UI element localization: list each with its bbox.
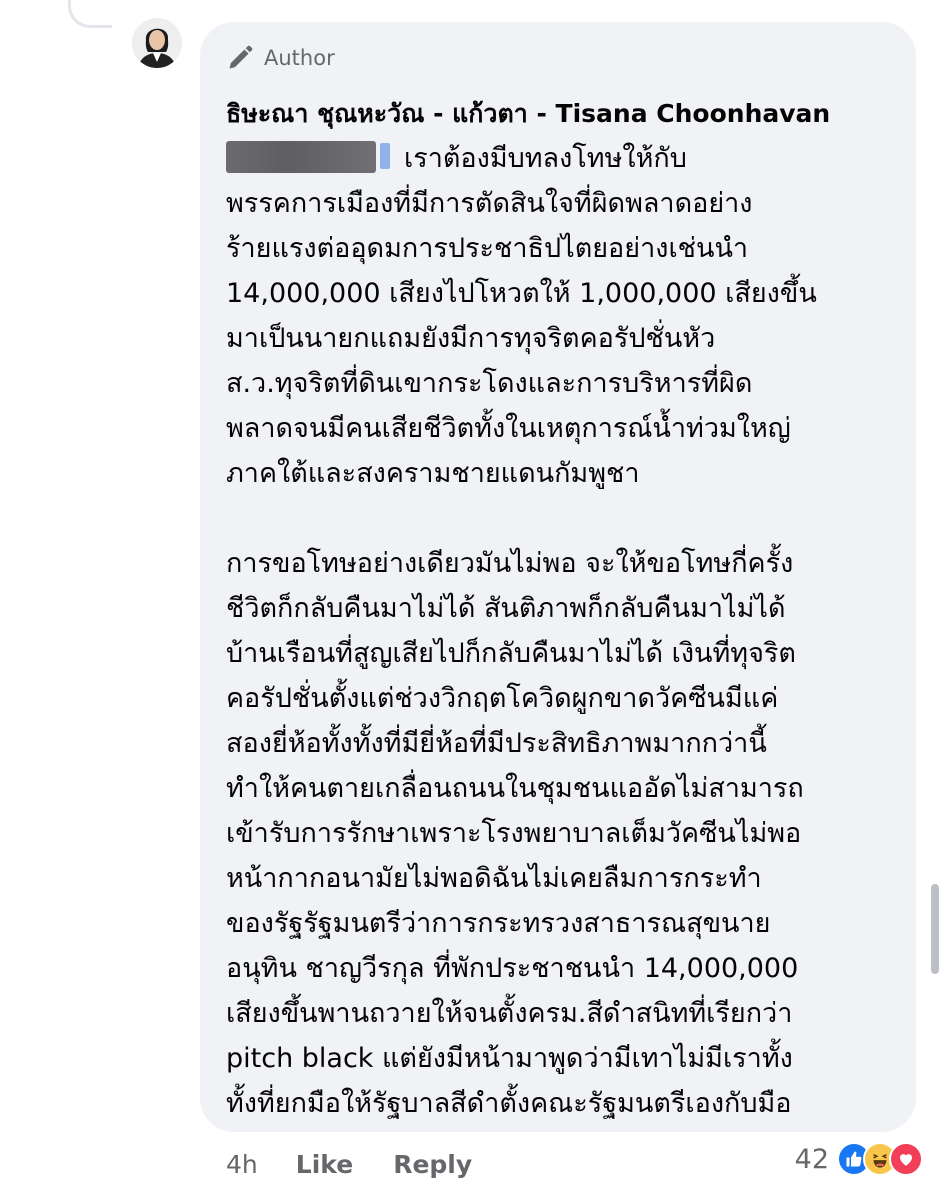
comment-line: ส.ว.ทุจริตที่ดินเขากระโดงและการบริหารที่ผิด <box>226 368 753 399</box>
love-icon <box>889 1142 923 1176</box>
comment-line: คอรัปชั่นตั้งแต่ช่วงวิกฤตโควิดผูกขาดวัคซีนมีแค่ <box>226 683 779 714</box>
comment-line: ภาคใต้และสงครามชายแดนกัมพูชา <box>226 458 640 489</box>
comment-line: มาเป็นนายกแถมยังมีการทุจริตคอรัปชั่นหัว <box>226 323 716 354</box>
paragraph-break <box>226 496 890 541</box>
comment-line: บ้านเรือนที่สูญเสียไปก็กลับคืนมาไม่ได้ เงินที่ทุจริต <box>226 638 796 669</box>
comment-line: ของรัฐรัฐมนตรีว่าการกระทรวงสาธารณสุขนาย <box>226 908 771 939</box>
comment-timestamp[interactable]: 4h <box>226 1149 258 1179</box>
mention-link-fragment <box>380 143 390 169</box>
comment-line: เข้ารับการรักษาเพราะโรงพยาบาลเต็มวัคซีนไม่พอ <box>226 818 802 849</box>
comment-bubble <box>200 22 916 1132</box>
scrollbar-thumb[interactable] <box>931 884 939 974</box>
reply-thread-connector <box>68 0 112 28</box>
reaction-count: 42 <box>794 1143 829 1175</box>
comment-line-text: เราต้องมีบทลงโทษให้กับ <box>404 143 687 174</box>
comment-body <box>226 136 890 1126</box>
comment-actions <box>226 1146 512 1182</box>
comment-line: ทั้งที่ยกมือให้รัฐบาลสีดำตั้งคณะรัฐมนตรีเองกับมือ <box>226 1088 792 1119</box>
author-badge <box>226 44 890 72</box>
avatar-portrait <box>132 18 182 68</box>
comment-line: ทำให้คนตายเกลื่อนถนนในชุมชนแออัดไม่สามารถ <box>226 773 804 804</box>
comment-line <box>226 136 890 181</box>
comment-line: ร้ายแรงต่ออุดมการประชาธิปไตยอย่างเช่นนำ <box>226 233 749 264</box>
author-avatar[interactable] <box>132 18 182 68</box>
redacted-mention <box>226 141 376 173</box>
comment-line: pitch black แต่ยังมีหน้ามาพูดว่ามีเทาไม่มีเราทั้ง <box>226 1043 793 1074</box>
comment-line: พรรคการเมืองที่มีการตัดสินใจที่ผิดพลาดอย่าง <box>226 188 753 219</box>
comment-line: หน้ากากอนามัยไม่พอดิฉันไม่เคยลืมการกระทำ <box>226 863 762 894</box>
author-badge-label: Author <box>264 46 335 70</box>
comment-line: การขอโทษอย่างเดียวมันไม่พอ จะให้ขอโทษกี่ครั้ง <box>226 548 794 579</box>
comment-author-name[interactable]: ธิษะณา ชุณหะวัณ - แก้วตา - Tisana Choonhavan <box>226 99 831 128</box>
reaction-summary[interactable] <box>795 1142 923 1176</box>
comment-line: 14,000,000 เสียงไปโหวตให้ 1,000,000 เสียงขึ้น <box>226 278 817 309</box>
comment-line: สองยี่ห้อทั้งทั้งที่มียี่ห้อที่มีประสิทธิภาพมากกว่านี้ <box>226 728 767 759</box>
comment-line: เสียงขึ้นพานถวายให้จนตั้งครม.สีดำสนิทที่เรียกว่า <box>226 998 793 1029</box>
comment-line: ชีวิตก็กลับคืนมาไม่ได้ สันติภาพก็กลับคืนมาไม่ได้ <box>226 593 786 624</box>
like-button[interactable]: Like <box>295 1149 354 1179</box>
reply-button[interactable]: Reply <box>393 1149 473 1179</box>
comment-line: อนุทิน ชาญวีรกุล ที่พักประชาชนนำ 14,000,000 <box>226 953 799 984</box>
pencil-icon <box>226 44 254 72</box>
comment-line: พลาดจนมีคนเสียชีวิตทั้งในเหตุการณ์น้ำท่วมใหญ่ <box>226 413 791 444</box>
